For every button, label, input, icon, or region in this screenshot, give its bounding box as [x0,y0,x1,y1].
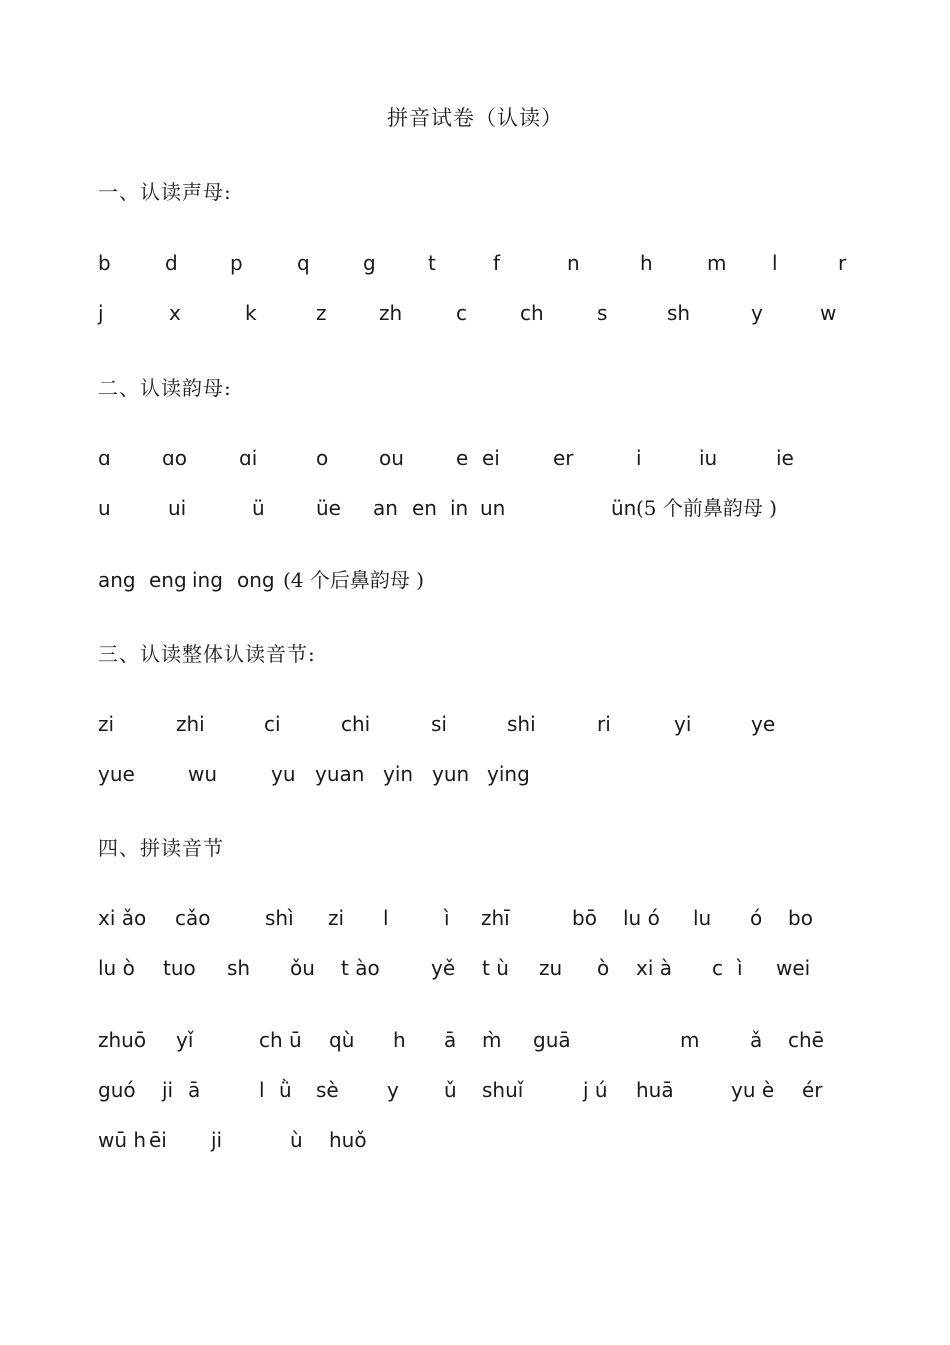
blend-item: qù [329,1028,355,1052]
final-item: ɑo [162,446,187,470]
blend-item: yǐ [176,1028,194,1052]
blend-item: ēi [149,1128,167,1152]
syllable-item: yi [674,712,692,736]
blend-item: ó [750,906,763,930]
blend-item: c [712,956,723,980]
blend-item: sh [227,956,251,980]
section-4-heading: 四、拼读音节 [98,836,224,860]
final-item: iu [699,446,718,470]
back-nasal-note: (4 个后鼻韵母 ) [283,568,425,592]
final-item: o [316,446,329,470]
initial-item: c [456,301,467,325]
initial-item: h [640,251,653,275]
initial-item: y [751,301,763,325]
blend-item: t ào [341,956,380,980]
blend-item: cǎo [175,906,211,930]
blend-item: lu ó [623,906,660,930]
blend-item: tuo [163,956,196,980]
final-item: u [98,496,111,520]
blend-item: ch ū [259,1028,302,1052]
blend-item: h [393,1028,406,1052]
blend-item: sè [316,1078,339,1102]
final-item: ie [776,446,794,470]
final-item: ui [168,496,187,520]
blend-item: ù [290,1128,303,1152]
blend-item: ā [444,1028,457,1052]
final-item: i [636,446,642,470]
blend-item: wū h [98,1128,147,1152]
blend-item: shuǐ [482,1078,524,1102]
final-item: ong [237,568,275,592]
final-item: ɑ [98,446,111,470]
section-1-heading: 一、认读声母: [98,180,232,204]
syllable-item: ye [751,712,776,736]
blend-item: xi à [636,956,673,980]
final-item: eng [149,568,187,592]
syllable-item: yin [383,762,414,786]
blend-item: xi ǎo [98,906,147,930]
syllable-item: zhi [176,712,205,736]
blend-row-5 [0,1125,950,1155]
final-item: en [412,496,437,520]
initial-item: s [597,301,608,325]
blend-item: bo [788,906,813,930]
blend-item: chē [788,1028,824,1052]
syllable-item: zi [98,712,115,736]
syllable-item: si [431,712,447,736]
blend-item: ǔ [444,1078,457,1102]
blend-item: ā [188,1078,201,1102]
whole-syllables-row-2 [0,759,950,789]
blend-item: bō [572,906,597,930]
blend-item: huǒ [329,1128,367,1152]
final-item: an [373,496,398,520]
blend-item: j ú [583,1078,608,1102]
blend-item: guó [98,1078,136,1102]
syllable-item: ci [264,712,281,736]
whole-syllables-row-1 [0,709,950,739]
initial-item: k [245,301,257,325]
initial-item: sh [667,301,691,325]
syllable-item: yue [98,762,135,786]
section-3-heading: 三、认读整体认读音节: [98,642,316,666]
final-item: üe [316,496,341,520]
syllable-item: ri [597,712,611,736]
final-item: ei [482,446,500,470]
final-item: e [456,446,469,470]
section-2-heading: 二、认读韵母: [98,376,232,400]
blend-item: wei [776,956,811,980]
syllable-item: yuan [315,762,365,786]
blend-item: l [259,1078,265,1102]
syllable-item: wu [188,762,218,786]
final-item: ou [379,446,404,470]
syllable-item: shi [507,712,536,736]
blend-item: guā [533,1028,571,1052]
initial-item: f [493,251,501,275]
initial-item: g [363,251,376,275]
blend-item: lu [693,906,712,930]
blend-item: zhī [481,906,510,930]
final-item: ang [98,568,136,592]
blend-item: zu [539,956,563,980]
page-title: 拼音试卷（认读） [387,106,563,130]
blend-item: lu ò [98,956,135,980]
initial-item: p [230,251,243,275]
syllable-item: chi [341,712,371,736]
final-item: ɑi [239,446,258,470]
initial-item: d [165,251,178,275]
blend-item: ì [444,906,450,930]
blend-item: m [680,1028,700,1052]
initial-item: b [98,251,111,275]
initials-row-1 [0,248,950,278]
blend-item: ǜ [279,1078,292,1102]
blend-item: ǎ [750,1028,763,1052]
final-item: un [480,496,506,520]
blend-item: ji [162,1078,174,1102]
blend-item: yě [431,956,456,980]
final-item: ü [252,496,265,520]
blend-item: shì [265,906,294,930]
initial-item: zh [379,301,403,325]
front-nasal-note: (5 个前鼻韵母 ) [636,496,778,520]
syllable-item: ying [487,762,530,786]
blend-item: y [387,1078,399,1102]
initial-item: x [169,301,181,325]
blend-item: ò [597,956,610,980]
blend-item: t ù [482,956,509,980]
syllable-item: yun [432,762,470,786]
blend-row-1 [0,903,950,933]
final-item: ing [192,568,223,592]
initial-item: m [707,251,727,275]
blend-item: ji [211,1128,223,1152]
initial-item: j [98,301,104,325]
initial-item: t [428,251,436,275]
initial-item: w [820,301,837,325]
blend-item: ér [802,1078,823,1102]
finals-row-1 [0,443,950,473]
blend-item: zi [328,906,345,930]
blend-row-2 [0,953,950,983]
initial-item: r [838,251,847,275]
blend-item: m̀ [482,1028,502,1052]
syllable-item: yu [271,762,296,786]
blend-item: ǒu [290,956,315,980]
blend-item: yu è [731,1078,775,1102]
initial-item: ch [520,301,544,325]
blend-row-3 [0,1025,950,1055]
blend-item: ì [737,956,743,980]
finals-row-3 [0,565,950,595]
initial-item: l [772,251,778,275]
finals-row-2 [0,493,950,523]
blend-item: l [383,906,389,930]
final-item: in [450,496,469,520]
initials-row-2 [0,298,950,328]
blend-item: huā [636,1078,674,1102]
blend-row-4 [0,1075,950,1105]
final-item: ün [611,496,637,520]
blend-item: zhuō [98,1028,147,1052]
initial-item: z [316,301,327,325]
final-item: er [553,446,574,470]
initial-item: n [567,251,580,275]
initial-item: q [297,251,310,275]
